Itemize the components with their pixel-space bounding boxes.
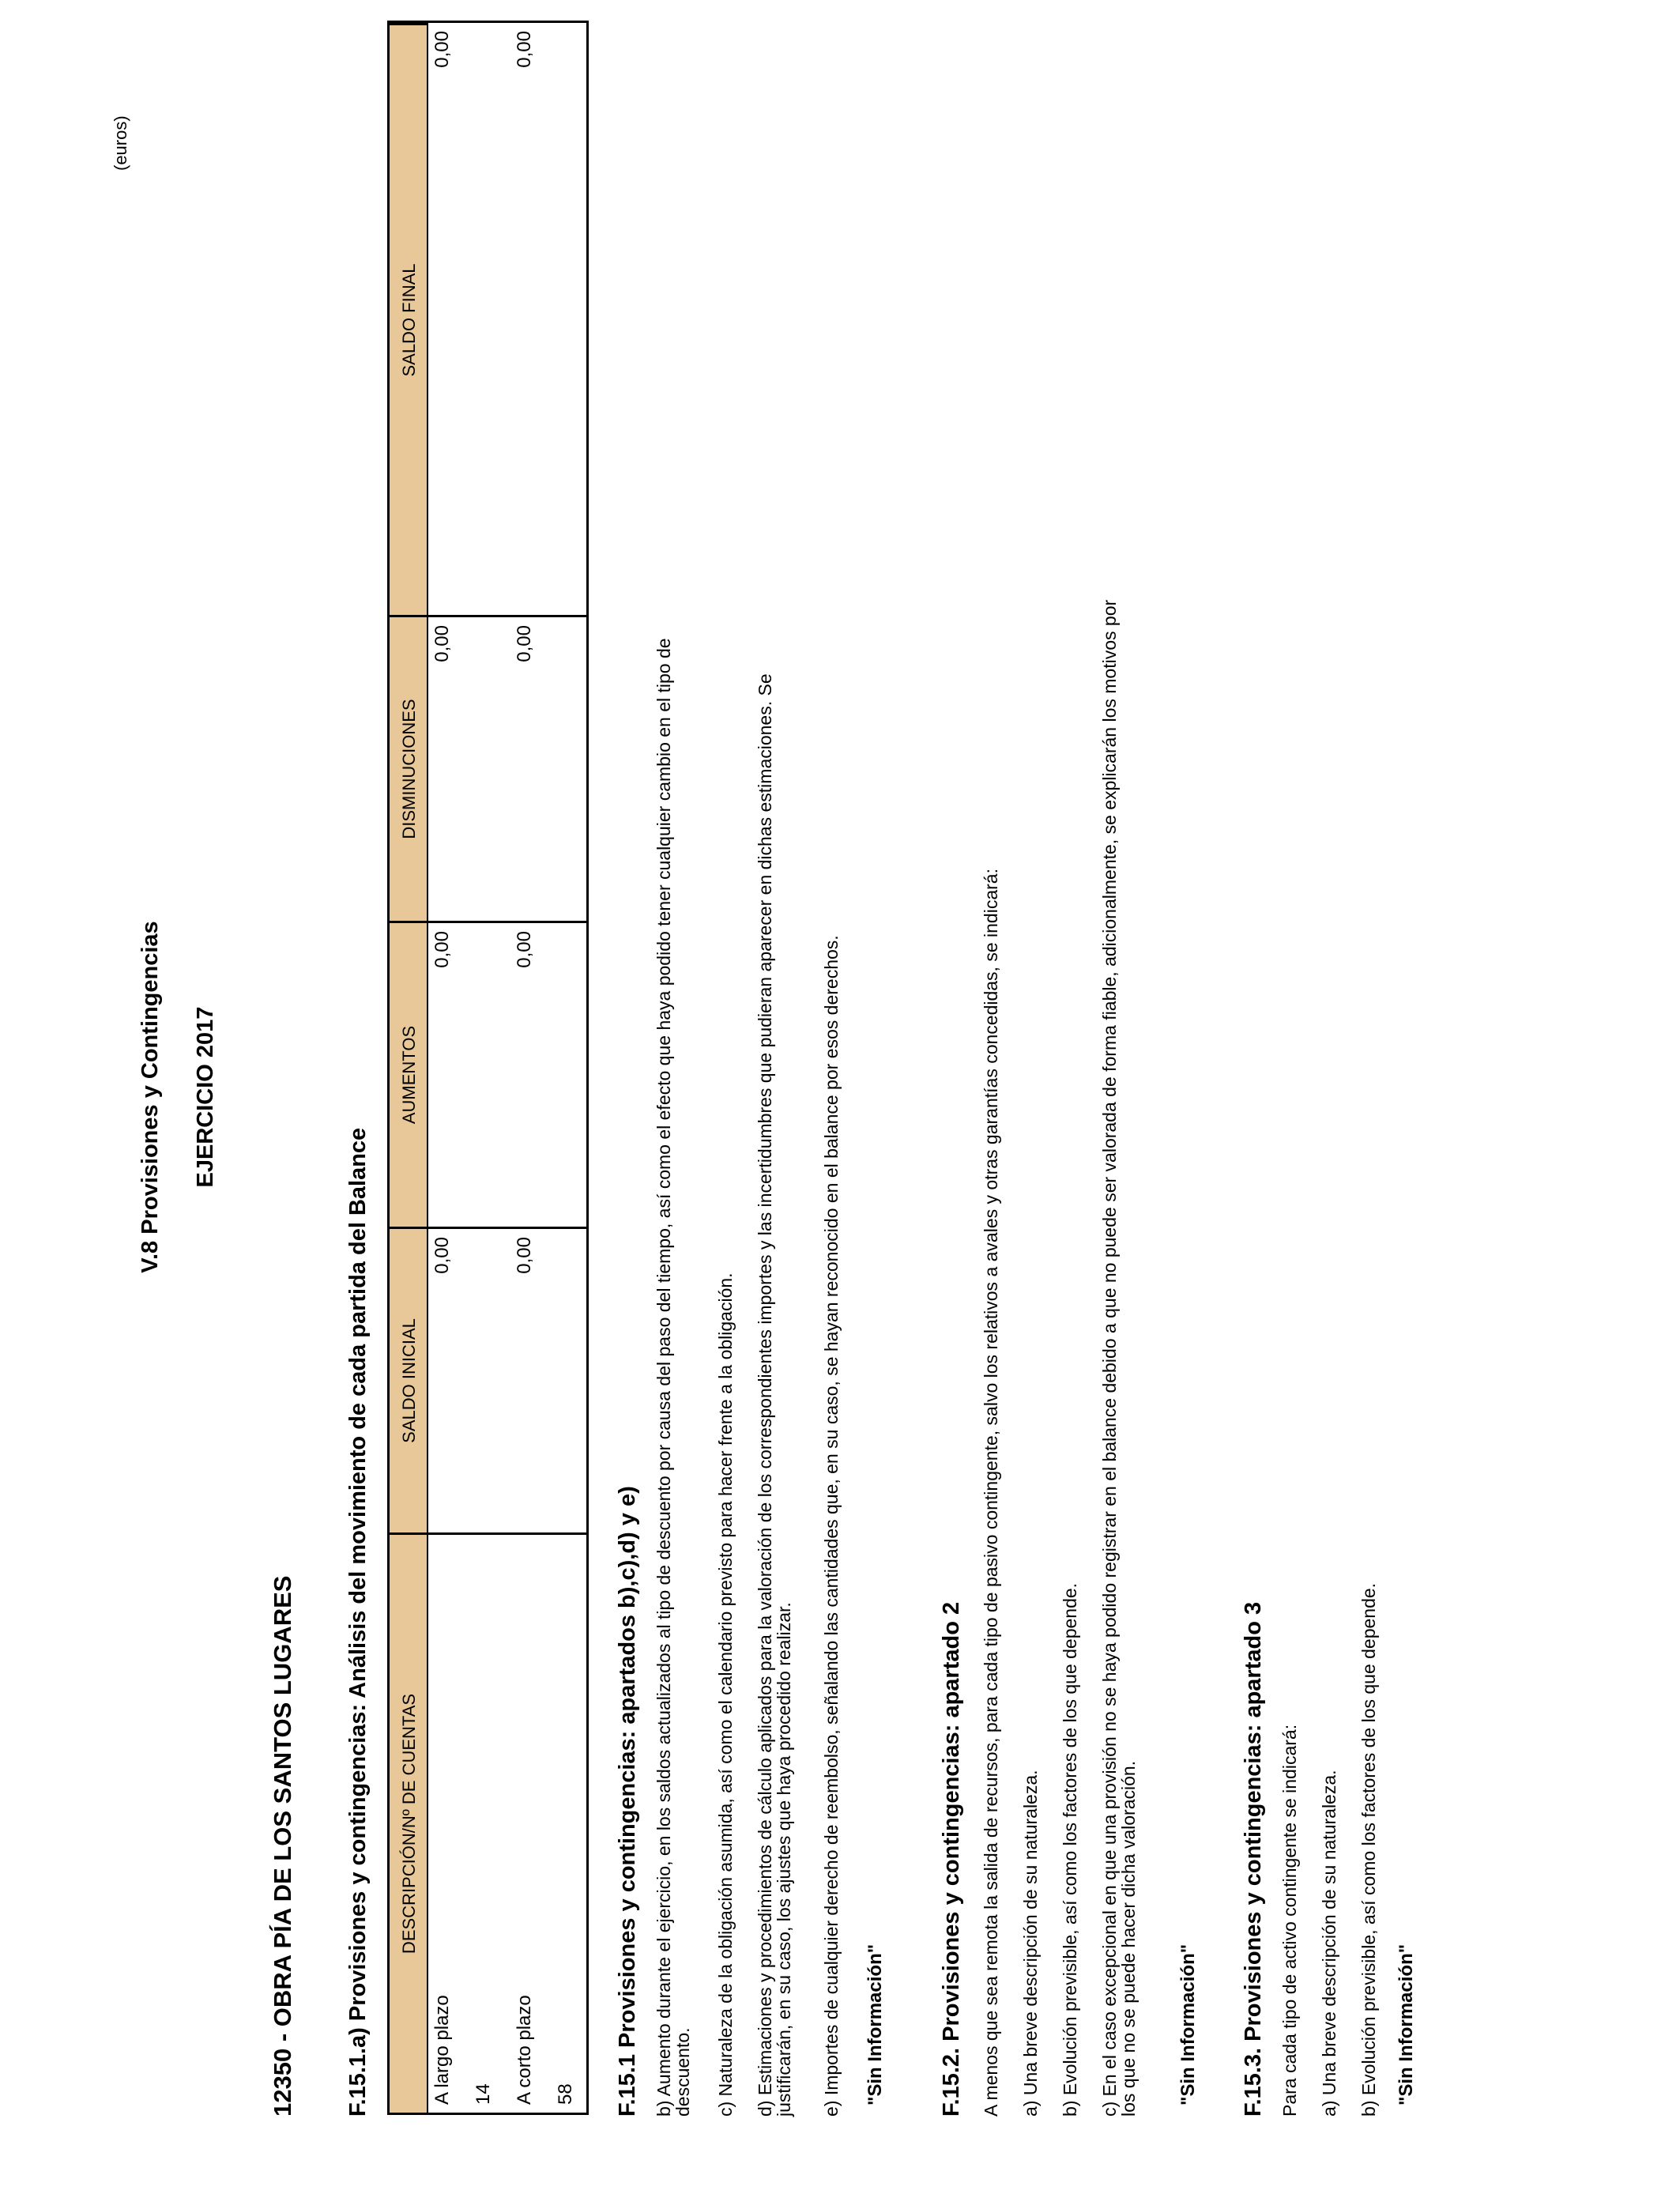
row-account-largo: 14 (473, 2083, 494, 2105)
section1-b-line1: b) Aumento durante el ejercicio, en los saldos actualizados al tipo de descuento por causa del paso del tiempo, así como el efecto que haya podido tener cualquier cambio en el tipo de (654, 638, 674, 2117)
section2-heading: F.15.2. Provisiones y contingencias: apartado 2 (939, 1601, 964, 2117)
row-account-corto: 58 (555, 2083, 576, 2105)
report-year: EJERCICIO 2017 (193, 1006, 218, 1188)
saldo-final-corto: 0,00 (514, 31, 535, 68)
row-desc-largo: A largo plazo (431, 1995, 453, 2105)
section2-b: b) Evolución previsible, así como los factores de los que depende. (1060, 1582, 1080, 2117)
section2-no-info: "Sin Información" (1177, 1943, 1199, 2105)
aumentos-corto: 0,00 (514, 931, 535, 968)
section3-heading: F.15.3. Provisiones y contingencias: apartado 3 (1241, 1601, 1266, 2117)
row-desc-corto: A corto plazo (514, 1995, 535, 2105)
section1-d-line2: justificarán, en su caso, los ajustes que haya procedido realizar. (774, 1602, 794, 2117)
col-header-saldo-final: SALDO FINAL (390, 23, 428, 615)
section1-b-line2: descuento. (672, 2027, 693, 2117)
col-header-disminuciones: DISMINUCIONES (390, 615, 428, 921)
saldo-inicial-column (428, 1227, 586, 1532)
aumentos-largo: 0,00 (431, 931, 453, 968)
saldo-final-largo: 0,00 (431, 31, 453, 68)
section2-a: a) Una breve descripción de su naturaleza. (1020, 1770, 1041, 2117)
section1-e: e) Importes de cualquier derecho de reembolso, señalando las cantidades que, en su caso, se hayan reconocido en el balance por esos derechos. (821, 935, 842, 2117)
saldo-inicial-corto: 0,00 (514, 1237, 535, 1274)
description-column (428, 1532, 586, 2113)
disminuciones-column (428, 615, 586, 921)
section3-b: b) Evolución previsible, así como los factores de los que depende. (1358, 1582, 1379, 2117)
movement-table (387, 21, 589, 2115)
section3-intro: Para cada tipo de activo contingente se indicará: (1279, 1724, 1300, 2117)
section1-no-info: "Sin Información" (864, 1943, 886, 2105)
saldo-inicial-largo: 0,00 (431, 1237, 453, 1274)
saldo-final-column (428, 23, 586, 615)
section2-c-line1: c) En el caso excepcional en que una provisión no se haya podido registrar en el balance debido a que no puede ser valorada de forma fiable, adicionalmente, se explicarán los motivos por (1099, 599, 1120, 2117)
disminuciones-corto: 0,00 (514, 625, 535, 662)
table-title: F.15.1.a) Provisiones y contingencias: Análisis del movimiento de cada partida del Balance (345, 1127, 371, 2117)
section3-no-info: "Sin Información" (1396, 1943, 1417, 2105)
col-header-aumentos: AUMENTOS (390, 921, 428, 1227)
aumentos-column (428, 921, 586, 1227)
section2-intro: A menos que sea remota la salida de recursos, para cada tipo de pasivo contingente, salvo los relativos a avales y otras garantías concedidas, se indicará: (981, 869, 1001, 2117)
section1-heading: F.15.1 Provisiones y contingencias: apartados b),c),d) y e) (615, 1486, 640, 2117)
col-header-description: DESCRIPCIÓN/Nº DE CUENTAS (390, 1532, 428, 2113)
disminuciones-largo: 0,00 (431, 625, 453, 662)
section1-c: c) Naturaleza de la obligación asumida, así como el calendario previsto para hacer frente a la obligación. (715, 1272, 736, 2117)
section1-d-line1: d) Estimaciones y procedimientos de cálculo aplicados para la valoración de los correspondientes importes y las incertidumbres que pudieran aparecer en dichas estimaciones. Se (755, 673, 775, 2117)
currency-note: (euros) (111, 115, 130, 171)
report-title: V.8 Provisiones y Contingencias (137, 921, 163, 1273)
section3-a: a) Una breve descripción de su naturaleza. (1319, 1770, 1339, 2117)
section2-c-line2: los que no se puede hacer dicha valoración. (1118, 1760, 1139, 2117)
entity-name: 12350 - OBRA PÍA DE LOS SANTOS LUGARES (269, 1575, 296, 2117)
col-header-saldo-inicial: SALDO INICIAL (390, 1227, 428, 1532)
